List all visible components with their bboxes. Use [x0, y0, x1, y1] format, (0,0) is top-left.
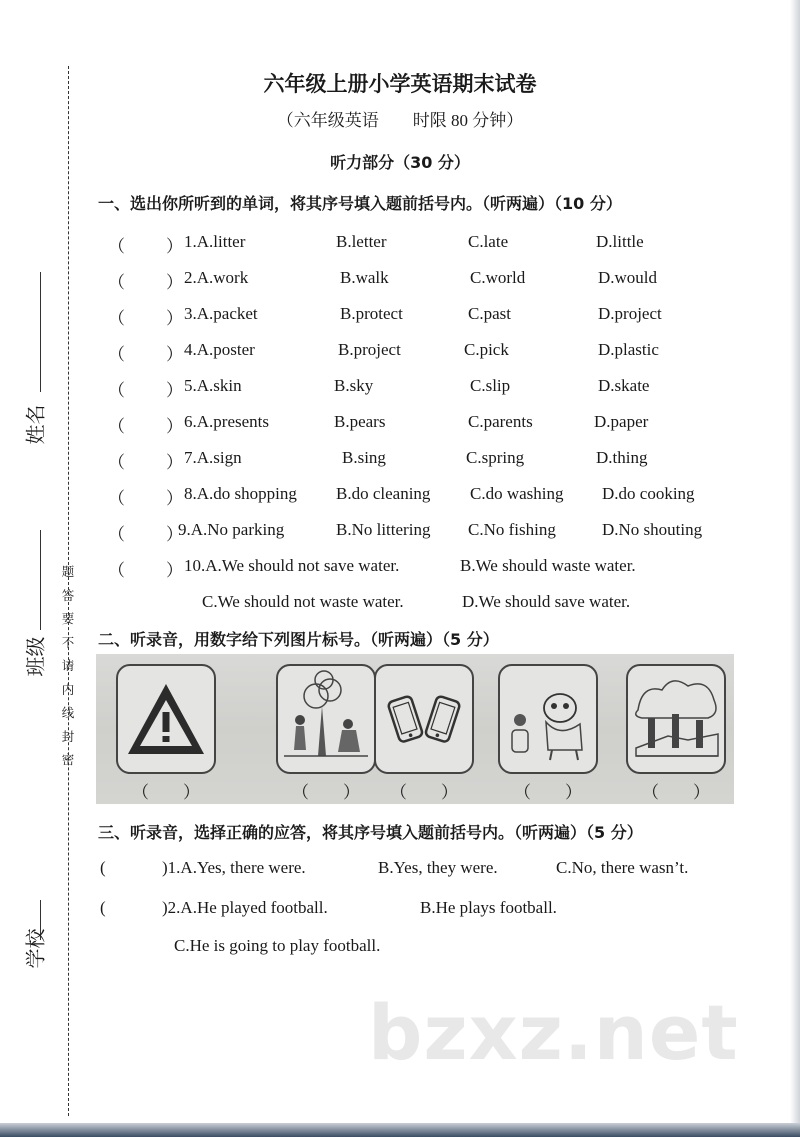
option-a: 6.A.presents — [184, 412, 269, 431]
option-c: C.world — [470, 268, 526, 287]
answer-paren-close: ） — [166, 381, 183, 400]
answer-paren-close: ） — [166, 345, 183, 364]
answer-paren-open[interactable]: （ — [108, 345, 125, 364]
option-c: C.We should not waste water. — [202, 592, 404, 611]
option-c: C.He is going to play football. — [174, 936, 381, 955]
name-underline — [40, 272, 41, 392]
answer-paren-close: ） — [166, 273, 183, 292]
answer-paren-open[interactable]: （ — [108, 561, 125, 580]
picture-strip — [96, 654, 734, 804]
class-label: 班级 — [23, 636, 48, 677]
tree-planting-icon — [276, 664, 376, 774]
answer-paren-close: ） — [166, 309, 183, 328]
notice-char: 要 — [61, 611, 75, 626]
factory-pollution-icon — [626, 664, 726, 774]
page-bottom-edge — [0, 1123, 800, 1137]
option-b: B.protect — [340, 304, 403, 323]
option-d: D.project — [598, 304, 662, 323]
option-a: 3.A.packet — [184, 304, 258, 323]
option-d: D.No shouting — [602, 520, 703, 539]
option-b: B.sky — [334, 376, 374, 395]
option-d: D.little — [596, 232, 644, 251]
option-c: C.pick — [464, 340, 509, 359]
option-d: D.thing — [596, 448, 648, 467]
seal-line-notice — [58, 560, 78, 772]
option-b: B.do cleaning — [336, 484, 431, 503]
option-b: B.sing — [342, 448, 386, 467]
option-d: D.would — [598, 268, 658, 287]
option-b: B.letter — [336, 232, 387, 251]
option-b: B.He plays football. — [420, 898, 557, 917]
option-a: 8.A.do shopping — [184, 484, 297, 503]
picture-blank[interactable]: （ ） — [292, 783, 360, 802]
notice-char: 答 — [61, 587, 75, 603]
exam-title: 六年级上册小学英语期末试卷 — [263, 72, 537, 96]
mobile-phones-icon — [374, 664, 474, 774]
exam-subtitle: （六年级英语 时限 80 分钟） — [276, 111, 524, 130]
listening-heading: 听力部分（30 分） — [330, 153, 470, 172]
option-a: 9.A.No parking — [178, 520, 285, 539]
watermark: bzxz.net — [368, 988, 739, 1077]
answer-paren-open[interactable]: （ — [108, 489, 125, 508]
answer-paren-open[interactable]: （ — [108, 273, 125, 292]
option-c: C.slip — [470, 376, 511, 395]
answer-paren-close: ） — [166, 417, 183, 436]
option-a: )1.A.Yes, there were. — [162, 858, 306, 877]
option-a: 7.A.sign — [184, 448, 242, 467]
notice-char: 线 — [61, 705, 75, 720]
answer-paren-close: ） — [166, 237, 183, 256]
notice-char: 封 — [61, 728, 75, 744]
picture-blank[interactable]: （ ） — [514, 783, 582, 802]
answer-paren-open[interactable]: （ — [108, 417, 125, 436]
option-d: D.do cooking — [602, 484, 695, 503]
answer-paren-close: ） — [166, 453, 183, 472]
option-a: 4.A.poster — [184, 340, 255, 359]
option-a: 1.A.litter — [184, 232, 246, 251]
school-label: 学校 — [23, 928, 48, 969]
answer-paren-open[interactable]: （ — [108, 237, 125, 256]
option-b: B.We should waste water. — [460, 556, 636, 575]
option-b: B.pears — [334, 412, 386, 431]
option-b: B.project — [338, 340, 401, 359]
picture-blank[interactable]: （ ） — [642, 783, 710, 802]
option-c: C.No, there wasn’t. — [556, 858, 689, 877]
option-d: D.skate — [598, 376, 650, 395]
option-c: C.past — [468, 304, 511, 323]
answer-paren-open[interactable]: （ — [108, 309, 125, 328]
notice-char: 密 — [61, 752, 75, 767]
answer-paren-close: ） — [166, 489, 183, 508]
class-underline — [40, 530, 41, 630]
section1-heading: 一、选出你所听到的单词，将其序号填入题前括号内。（听两遍）（10 分） — [98, 194, 622, 213]
answer-paren-close: ） — [166, 525, 183, 544]
option-d: D.We should save water. — [462, 592, 631, 611]
option-d: D.plastic — [598, 340, 659, 359]
lion-dance-icon — [498, 664, 598, 774]
option-a: 2.A.work — [184, 268, 249, 287]
option-c: C.do washing — [470, 484, 564, 503]
option-c: C.parents — [468, 412, 533, 431]
answer-paren-open[interactable]: ( — [100, 898, 106, 917]
name-label: 姓名 — [23, 404, 48, 445]
option-c: C.spring — [466, 448, 525, 467]
picture-blank[interactable]: （ ） — [132, 783, 200, 802]
option-b: B.Yes, they were. — [378, 858, 498, 877]
notice-char: 不 — [61, 634, 75, 650]
answer-paren-open[interactable]: ( — [100, 858, 106, 877]
warning-sign-icon — [116, 664, 216, 774]
option-b: B.walk — [340, 268, 389, 287]
section2-heading: 二、听录音，用数字给下列图片标号。（听两遍）（5 分） — [98, 630, 499, 649]
answer-paren-open[interactable]: （ — [108, 381, 125, 400]
notice-char: 请 — [61, 658, 75, 673]
option-d: D.paper — [594, 412, 649, 431]
answer-paren-open[interactable]: （ — [108, 525, 125, 544]
notice-char: 题 — [61, 564, 75, 579]
option-a: 10.A.We should not save water. — [184, 556, 400, 575]
option-a: 5.A.skin — [184, 376, 242, 395]
answer-paren-close: ） — [166, 561, 183, 580]
notice-char: 内 — [61, 681, 75, 697]
section3-heading: 三、听录音，选择正确的应答，将其序号填入题前括号内。（听两遍）（5 分） — [98, 823, 643, 842]
option-c: C.late — [468, 232, 509, 251]
option-a: )2.A.He played football. — [162, 898, 328, 917]
picture-blank[interactable]: （ ） — [390, 783, 458, 802]
option-b: B.No littering — [336, 520, 431, 539]
answer-paren-open[interactable]: （ — [108, 453, 125, 472]
option-c: C.No fishing — [468, 520, 556, 539]
